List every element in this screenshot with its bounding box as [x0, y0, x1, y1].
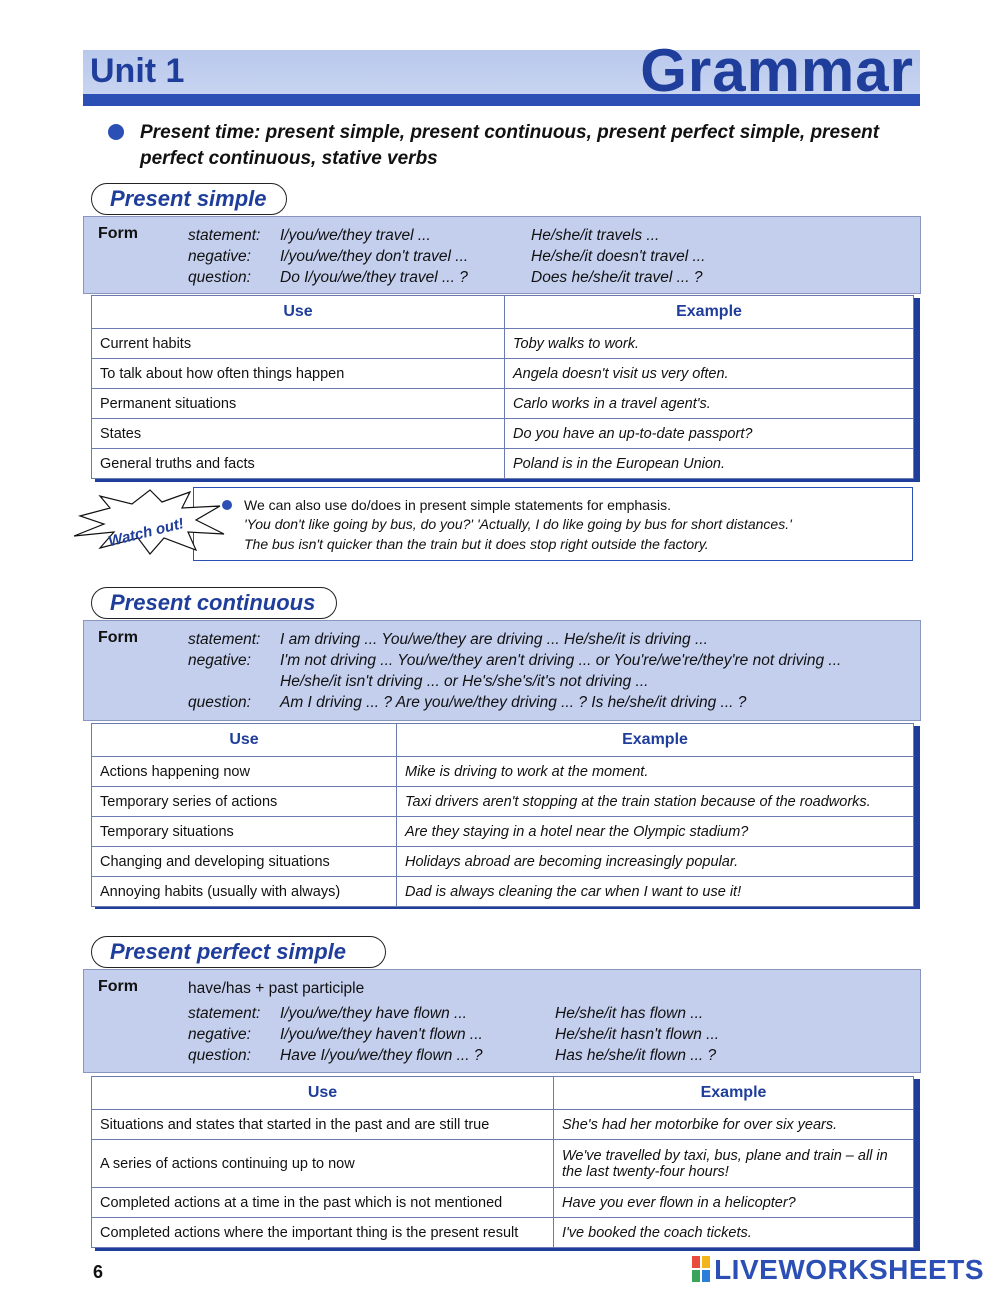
form-row: [188, 1005, 467, 1023]
form-box-present-perfect-simple: [83, 969, 921, 1073]
form-value: He/she/it isn't driving ... or He's/she's/it's not driving ...: [280, 673, 649, 690]
use-cell: General truths and facts: [92, 449, 505, 479]
use-cell: To talk about how often things happen: [92, 359, 505, 389]
example-cell: Poland is in the European Union.: [505, 449, 914, 479]
section-title-present-perfect-simple: Present perfect simple: [91, 936, 386, 968]
form-value: I/you/we/they travel ...: [280, 227, 431, 244]
table-header-row: [92, 296, 914, 329]
section-title-present-simple: Present simple: [91, 183, 287, 215]
form-row: [188, 694, 746, 712]
example-cell: Are they staying in a hotel near the Olympic stadium?: [397, 817, 914, 847]
form-value: Am I driving ... ? Are you/we/they driving ... ? Is he/she/it driving ... ?: [280, 694, 747, 711]
form-key: question:: [188, 1047, 251, 1064]
table-header-row: [92, 724, 914, 757]
liveworksheets-icon: [692, 1256, 710, 1282]
form-value: I'm not driving ... You/we/they aren't driving ... or You're/we're/they're not driving ...: [280, 652, 842, 669]
column-header-example: Example: [397, 724, 914, 757]
example-cell: She's had her motorbike for over six years.: [554, 1110, 914, 1140]
table-row: [92, 787, 914, 817]
unit-label: Unit 1: [90, 52, 185, 90]
form-value-he: He/she/it has flown ...: [555, 1005, 704, 1022]
form-value-he: Has he/she/it flown ... ?: [555, 1047, 717, 1064]
use-cell: Completed actions at a time in the past which is not mentioned: [92, 1188, 554, 1218]
table-row: [92, 449, 914, 479]
use-cell: A series of actions continuing up to now: [92, 1140, 554, 1188]
table-row: [92, 1110, 914, 1140]
form-key: question:: [188, 694, 251, 711]
page-number: 6: [93, 1262, 104, 1282]
example-cell: Mike is driving to work at the moment.: [397, 757, 914, 787]
use-cell: Changing and developing situations: [92, 847, 397, 877]
form-box-present-simple: [83, 216, 921, 294]
form-row: [188, 269, 468, 287]
form-value: Have I/you/we/they flown ... ?: [280, 1047, 483, 1064]
form-box-present-continuous: [83, 620, 921, 721]
form-value: I/you/we/they don't travel ...: [280, 248, 469, 265]
form-value: I am driving ... You/we/they are driving ... He/she/it is driving ...: [280, 631, 708, 648]
watch-out-example: 'You don't like going by bus, do you?' 'Actually, I do like going by bus for short distances.': [244, 516, 792, 532]
table-row: [92, 757, 914, 787]
form-value: I/you/we/they have flown ...: [280, 1005, 467, 1022]
use-cell: Completed actions where the important thing is the present result: [92, 1218, 554, 1248]
form-value-he: He/she/it hasn't flown ...: [555, 1026, 720, 1043]
column-header-use: Use: [92, 296, 505, 329]
watch-out-line: We can also use do/does in present simple statements for emphasis.: [244, 497, 671, 513]
column-header-use: Use: [92, 1077, 554, 1110]
form-key: statement:: [188, 227, 261, 244]
table-row: [92, 1188, 914, 1218]
bullet-icon: [108, 124, 124, 140]
table-row: [92, 329, 914, 359]
use-cell: Temporary series of actions: [92, 787, 397, 817]
column-header-example: Example: [554, 1077, 914, 1110]
table-row: [92, 359, 914, 389]
example-cell: Have you ever flown in a helicopter?: [554, 1188, 914, 1218]
example-cell: Dad is always cleaning the car when I want to use it!: [397, 877, 914, 907]
intro-heading: Present time: present simple, present continuous, present perfect simple, present perfect continuous, stative verbs: [140, 122, 880, 169]
example-cell: Holidays abroad are becoming increasingly popular.: [397, 847, 914, 877]
use-table-present-perfect-simple: [91, 1076, 914, 1248]
use-table-present-simple: [91, 295, 914, 479]
use-cell: Temporary situations: [92, 817, 397, 847]
watch-out-burst-icon: [70, 486, 230, 558]
liveworksheets-logo: [692, 1254, 984, 1286]
form-label: Form: [98, 225, 138, 242]
use-cell: Permanent situations: [92, 389, 505, 419]
column-header-use: Use: [92, 724, 397, 757]
use-cell: Annoying habits (usually with always): [92, 877, 397, 907]
section-title-present-continuous: Present continuous: [91, 587, 337, 619]
column-header-example: Example: [505, 296, 914, 329]
form-row: [188, 631, 708, 649]
brand-name: LIVEWORKSHEETS: [714, 1254, 984, 1285]
table-row: [92, 419, 914, 449]
form-key: statement:: [188, 1005, 261, 1022]
example-cell: Toby walks to work.: [505, 329, 914, 359]
form-row: [188, 227, 431, 245]
form-key: negative:: [188, 1026, 251, 1043]
table-row: [92, 1140, 914, 1188]
use-cell: Situations and states that started in the past and are still true: [92, 1110, 554, 1140]
page-title: Grammar: [640, 37, 914, 104]
table-header-row: [92, 1077, 914, 1110]
use-cell: Current habits: [92, 329, 505, 359]
form-row: [188, 1047, 482, 1065]
use-cell: States: [92, 419, 505, 449]
watch-out-label: Watch out!: [106, 515, 186, 551]
form-value-he: He/she/it doesn't travel ...: [531, 248, 706, 265]
example-cell: We've travelled by taxi, bus, plane and train – all in the last twenty-four hours!: [554, 1140, 914, 1188]
table-row: [92, 817, 914, 847]
form-key: negative:: [188, 652, 251, 669]
table-row: [92, 877, 914, 907]
form-value: Do I/you/we/they travel ... ?: [280, 269, 468, 286]
form-value-he: Does he/she/it travel ... ?: [531, 269, 703, 286]
use-cell: Actions happening now: [92, 757, 397, 787]
form-row: [188, 652, 841, 670]
table-row: [92, 847, 914, 877]
form-row: [188, 248, 468, 266]
form-key: negative:: [188, 248, 251, 265]
example-cell: I've booked the coach tickets.: [554, 1218, 914, 1248]
form-label: Form: [98, 978, 138, 995]
table-row: [92, 389, 914, 419]
form-key: question:: [188, 269, 251, 286]
watch-out-example: The bus isn't quicker than the train but it does stop right outside the factory.: [244, 536, 709, 552]
form-value-he: He/she/it travels ...: [531, 227, 660, 244]
example-cell: Taxi drivers aren't stopping at the train station because of the roadworks.: [397, 787, 914, 817]
example-cell: Angela doesn't visit us very often.: [505, 359, 914, 389]
use-table-present-continuous: [91, 723, 914, 907]
form-value: I/you/we/they haven't flown ...: [280, 1026, 483, 1043]
table-row: [92, 1218, 914, 1248]
form-label: Form: [98, 629, 138, 646]
form-row: [188, 673, 648, 691]
form-formula: have/has + past participle: [188, 980, 365, 997]
form-row: [188, 1026, 483, 1044]
form-key: statement:: [188, 631, 261, 648]
example-cell: Do you have an up-to-date passport?: [505, 419, 914, 449]
bullet-icon: [222, 500, 232, 510]
example-cell: Carlo works in a travel agent's.: [505, 389, 914, 419]
